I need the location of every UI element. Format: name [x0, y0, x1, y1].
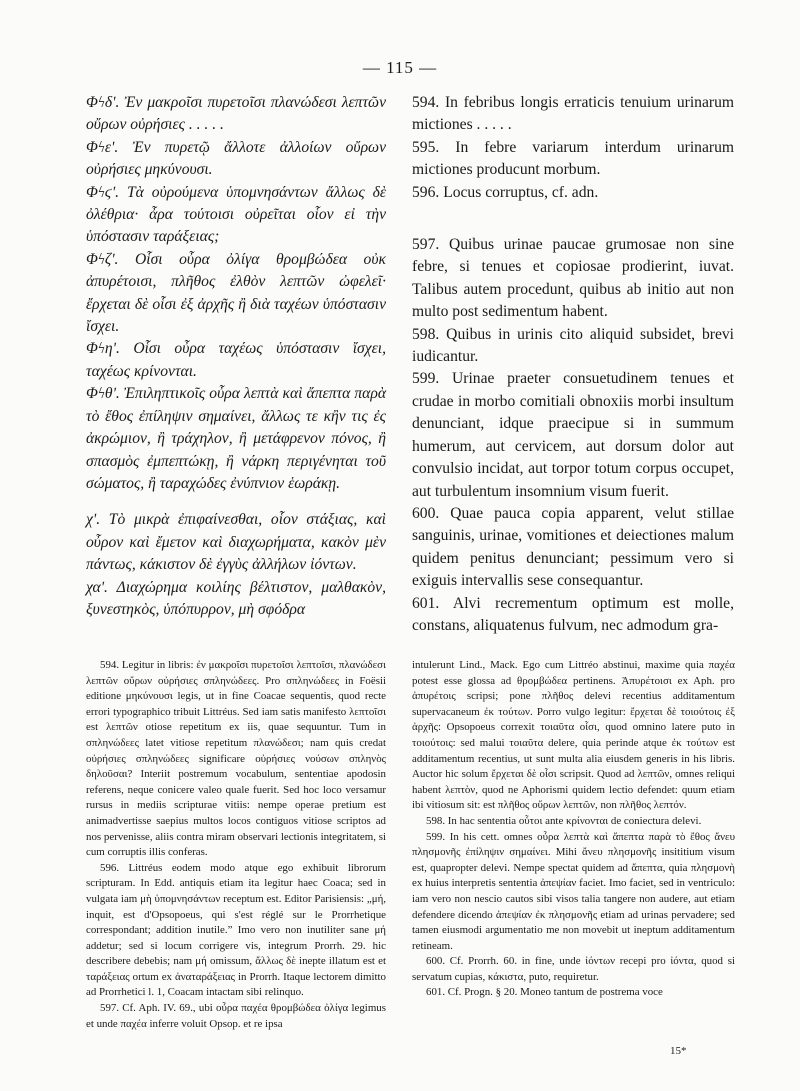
footnote: 599. In his cett. omnes οὖρα λεπτὰ καὶ ἄπεπτα παρὰ τὸ ἔθος ἄνευ πλησμονῆς ἐπίληψιν σημαίνει. Mihi ἄνευ πλησμονῆς insititium visum est, quapropter delevi. Nempe spectat quidem ad ἄπεπτα, quia πλησμονὴ ex huius interpretis sententia ἀπεψίαν faciet. Imo faciet, sed in ventriculo: iam vero non nescio cautos sibi visos talia tangere non audere, aut etiam defendere dicendo ἀπεψίαν ἐκ πλησμονῆς etiam ad urinas pervadere; sed tamen eiusmodi argumentatio me non movebit ut ineptum additamentum retineam.	[412, 830, 735, 952]
latin-text-column	[412, 92, 734, 637]
latin-paragraph: 601. Alvi recrementum optimum est molle, constans, aliquatenus fulvum, nec admodum gra-	[412, 594, 734, 634]
latin-paragraph: 599. Urinae praeter consuetudinem tenues et crudae in morbo comitiali obnoxiis morbi insultum denunciant, idque praecipue si in summum humerum, aut cervicem, aut dorsum dolor aut convulsio incidat, aut torpor totum corpus occupet, aut turbulentum insomnium visum fuerit.	[412, 370, 734, 500]
footnote: 601. Cf. Progn. § 20. Moneo tantum de postrema voce	[426, 986, 663, 999]
footnotes-right	[412, 658, 735, 1001]
latin-paragraph: 600. Quae pauca copia apparent, velut stillae sanguinis, urinae, vomitiones et deiectiones malum quidem penitus denunciant; pessimum vero si exiguis intervallis sese consequantur.	[412, 504, 734, 590]
greek-paragraph: Φϟηʹ. Οἷσι οὖρα ταχέως ὑπόστασιν ἴσχει, ταχέως κρίνονται.	[86, 340, 386, 380]
signature-mark: 15*	[670, 1045, 687, 1057]
footnote: 597. Cf. Aph. IV. 69., ubi οὖρα παχέα θρομβώδεα ὀλίγα legimus et unde παχέα inferre voluit Opsop. et re ipsa	[86, 1002, 386, 1030]
footnote: 594. Legitur in libris: ἐν μακροῖσι πυρετοῖσι λεπτοῖσι, πλανώδεσι λεπτῶν οὔρων οὐρήσιες σπληνώδεες. Pro σπληνώδεες in Foësii editione μηκύνουσι legis, ut in fine Coacae sequentis, quod recte errori typographico tribuit Littréus. Sed iam satis manifesto λεπτοῖσι est λεπτῶν otiose repetitum ex iis, quae sequuntur. Tum in σπληνώδεες latet vitiose repetitum πλανώδεσι; nam quis credat οὐρήσιες σπληνώδεες significare οὐρήσιες νούσων σπληνὸς δηλοῦσαι? Interiit postremum vocabulum, sententiae apodosin referens, neque conicere valeo quale fuerit. Sed hoc loco versamur rursus in mediis scripturae vitiis: nempe operae pretium est animadvertisse saepius multos locos contiguos vitiose scriptos ad nos pervenisse, aliis contra miram observari lectionis integritatem, si cum corruptis illis conferas.	[86, 659, 386, 859]
footnotes-left	[86, 658, 386, 1032]
footnote: 598. In hac sententia οὗτοι ante κρίνονται de coniectura delevi.	[426, 814, 702, 827]
latin-paragraph: 596. Locus corruptus, cf. adn.	[412, 183, 599, 201]
greek-paragraph: χʹ. Τὸ μικρὰ ἐπιφαίνεσθαι, οἷον στάξιας, καὶ οὖρον καὶ ἔμετον καὶ διαχωρήματα, κακὸν μὲν πάντως, κάκιστον δὲ ἐγγὺς ἀλλήλων ἰόντων.	[86, 511, 386, 574]
page-number: — 115 —	[362, 58, 438, 77]
greek-paragraph: Φϟζʹ. Οἷσι οὖρα ὀλίγα θρομβώδεα οὐκ ἀπυρέτοισι, πλῆθος ἐλθὸν λεπτῶν ὠφελεῖ· ἔρχεται δὲ οἷσι ἐξ ἀρχῆς ἢ διὰ ταχέων ὑπόστασιν ἴσχει.	[86, 250, 386, 336]
footnote: intulerunt Lind., Mack. Ego cum Littréo abstinui, maxime quia παχέα potest esse glossa ad θρομβώδεα pertinens. Ἀπυρέτοισι ex Aph. pro ἀπυρέτοις scripsi; pone πλῆθος delevi recentius additamentum supervacaneum ἐκ τούτων. Porro vulgo legitur: ἔρχεται δὲ τοιούτοις ἐξ ἀρχῆς: Opsopoeus correxit τοιαῦτα οἷσι, quod omnino latere puto in τοιούτοις: sed malui τοιαῦτα delere, quia perinde atque ἐκ τούτων est additamentum recentius, ut sunt multa alia eiusdem generis in his libris. Auctor hic solum ἔρχεται δὲ οἷσι scripsit. Quod ad λεπτῶν, omnes reliqui habent λεπτὸν, quod ne Aphorismi quidem lectio defendet: quum etiam ibi vitiosum sit: est πλῆθος οὔρων λεπτῶν, non πλῆθος λεπτόν.	[412, 659, 735, 812]
greek-paragraph: Φϟεʹ. Ἐν πυρετῷ ἄλλοτε ἀλλοίων οὔρων οὐρήσιες μηκύνουσι.	[86, 138, 386, 179]
footnote: 600. Cf. Prorrh. 60. in fine, unde ἰόντων recepi pro ἰόντα, quod si servatum cupias, κάκιστα, puto, requiretur.	[412, 955, 735, 983]
latin-paragraph: 597. Quibus urinae paucae grumosae non sine febre, si tenues et copiosae prodierint, iuvat. Talibus autem procedunt, quibus ab initio aut non multo post sedimentum habent.	[412, 236, 734, 321]
greek-paragraph: Φϟδʹ. Ἐν μακροῖσι πυρετοῖσι πλανώδεσι λεπτῶν οὔρων οὐρήσιες . . . . .	[86, 94, 386, 134]
footnote: 596. Littréus eodem modo atque ego exhibuit librorum scripturam. In Edd. antiquis etiam ita legitur haec Coaca; sed in vulgata iam μὴ ὑπομνησάντων receptum est. Editor Parisiensis: „μή, inquit, est d'Opsopoeus, qui s'est réglé sur le Prorrhetique correspondant; addition inutile.” Imo vero non inutiliter sane μή addetur; sed si locum corrigere vis, integrum Prorrh. 29. hic describere debebis; nam μή omissum, ἄλλως δὲ inepte illatum est et ταράξειας ortum ex ἀναταράξειας in Prorrh. Itaque lectorem dimitto ad Prorrhetici l. 1, Coacam intactam sibi relinquo.	[86, 861, 386, 999]
greek-paragraph: χαʹ. Διαχώρημα κοιλίης βέλτιστον, μαλθακὸν, ξυνεστηκὸς, ὑπόπυρρον, μὴ σφόδρα	[86, 578, 386, 618]
latin-paragraph: 594. In febribus longis erraticis tenuium urinarum mictiones . . . . .	[412, 94, 734, 134]
latin-paragraph: 598. Quibus in urinis cito aliquid subsidet, brevi iudicantur.	[412, 325, 734, 366]
latin-paragraph: 595. In febre variarum interdum urinarum mictiones producunt morbum.	[412, 138, 734, 179]
greek-paragraph: Φϟθʹ. Ἐπιληπτικοῖς οὖρα λεπτὰ καὶ ἄπεπτα παρὰ τὸ ἔθος ἐπίληψιν σημαίνει, ἄλλως τε κἢν τις ἐς ἀκρώμιον, ἢ τράχηλον, ἢ μετάφρενον πόνος, ἢ σπασμὸς ἐμπεπτώκῃ, ἢ νάρκη περιγένηται τοῦ σώματος, ἢ ταραχώδες ἐνύπνιον ἑωράκῃ.	[86, 385, 386, 492]
greek-paragraph: Φϟϛʹ. Τὰ οὐρούμενα ὑπομνησάντων ἄλλως δὲ ὀλέθρια· ἆρα τούτοισι οὐρεῖται οἷον εἰ τὴν ὑπόστασιν ταράξειας;	[86, 183, 386, 246]
greek-text-column	[86, 92, 386, 621]
